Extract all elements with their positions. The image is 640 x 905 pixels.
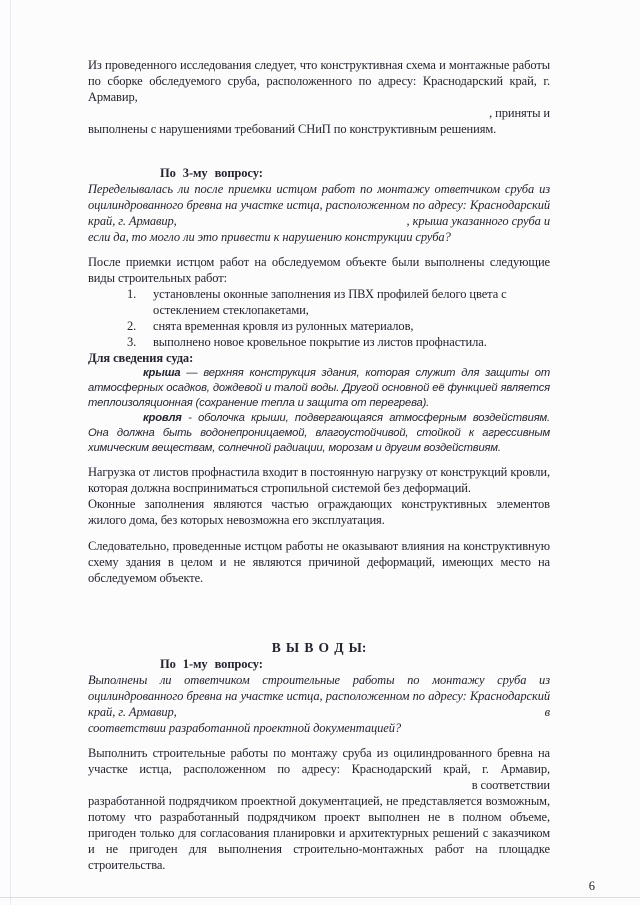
heading-question-3: [160, 165, 550, 181]
list-item-text: установлены оконные заполнения из ПВХ профилей белого цвета с остеклением стеклопакетами,: [153, 287, 507, 317]
text-line: выполнены с нарушениями требований СНиП по конструктивным решениям.: [88, 122, 497, 136]
list-item: [88, 318, 550, 334]
definition-roofing: [88, 411, 550, 456]
para-window-fillings: [88, 496, 550, 528]
para-profiled-sheet-load: [88, 464, 550, 496]
text-line: , приняты и: [489, 106, 550, 120]
text-line: Следовательно, проведенные истцом работы не оказывают влияния на конструктивную схему здания в целом и не являются причиной деформаций, имеющих место на обследуемом объекте.: [88, 539, 550, 585]
list-item-text: снята временная кровля из рулонных материалов,: [153, 319, 414, 333]
list-item: [88, 286, 550, 318]
text-segment: в: [544, 705, 550, 719]
text-line: соответствии разработанной проектной документацией?: [88, 721, 402, 735]
list-item-number: 3.: [127, 335, 137, 349]
text-line: Для сведения суда:: [88, 351, 194, 365]
text-line: Оконные заполнения являются частью ограждающих конструктивных элементов жилого дома, без которых невозможна его эксплуатация.: [88, 497, 550, 527]
heading-conclusions: [88, 640, 550, 656]
text-line: По 3-му вопросу:: [160, 166, 263, 180]
text-line: Выполнить строительные работы по монтажу сруба из оцилиндрованного бревна на участке истца, расположенном по адресу: Краснодарский край, г. Армавир,: [88, 746, 550, 776]
heading-question-1: [160, 656, 550, 672]
list-item: [88, 334, 550, 350]
text-line: После приемки истцом работ на обследуемом объекте были выполнены следующие виды строительных работ:: [88, 255, 550, 285]
para-consequently: [88, 538, 550, 586]
text-line: [88, 411, 550, 456]
page-number: 6: [588, 879, 595, 893]
text-segment: - оболочка крыши, подвергающаяся атмосферным воздействиям. Она должна быть водонепроницаемой, влагоустойчивой, стойкой к агрессивным химическим веществам, солнечной радиации, морозам и другим воздействиям.: [88, 412, 550, 454]
definition-roof: [88, 366, 550, 411]
question-1-text: [88, 672, 550, 736]
document-body: [88, 57, 550, 873]
text-segment: край, г. Армавир,: [88, 705, 177, 719]
text-line: Из проведенного исследования следует, что конструктивная схема и монтажные работы по сборке обследуемого сруба, расположенного по адресу: Краснодарский край, г. Армавир,: [88, 58, 550, 104]
text-line: В Ы В О Д Ы:: [271, 640, 367, 655]
text-segment: — верхняя конструкция здания, которая служит для защиты от атмосферных осадков, дождевой и талой воды. Другой основной её функцией является теплоизоляционная (сохранение тепла и защита от перегрева).: [88, 367, 550, 409]
text-line: в соответствии: [471, 778, 550, 792]
text-line: Переделывалась ли после приемки истцом работ по монтажу ответчиком сруба из оцилиндрованного бревна на участке истца, расположенном по адресу: Краснодарский: [88, 182, 550, 212]
para-research-conclusion: [88, 57, 550, 137]
text-line: [88, 704, 550, 720]
text-line: [88, 213, 550, 229]
text-segment: , крыша указанного сруба и: [406, 214, 550, 228]
term-text: кровля: [143, 412, 182, 424]
works-list: [88, 286, 550, 350]
text-line: По 1-му вопросу:: [160, 657, 263, 671]
text-line: Выполнены ли ответчиком строительные работы по монтажу сруба из оцилиндрованного бревна на участке истца, расположенном по адресу: Краснодарский: [88, 673, 550, 703]
text-line: если да, то могло ли это привести к нарушению конструкции сруба?: [88, 230, 451, 244]
para-works-after-acceptance: [88, 254, 550, 286]
para-answer-question-1: [88, 745, 550, 873]
term-text: крыша: [143, 367, 181, 379]
text-line: [88, 366, 550, 411]
heading-court-info: [88, 350, 550, 366]
list-item-text: выполнено новое кровельное покрытие из листов профнастила.: [153, 335, 487, 349]
list-item-number: 1.: [127, 287, 137, 301]
text-line: разработанной подрядчиком проектной документацией, не представляется возможным, потому что разработанный подрядчиком проект выполнен не в полном объеме, пригоден только для согласования планировки и архитектурных решений с заказчиком и не пригоден для выполнения строительно-монтажных работ на площадке строительства.: [88, 794, 550, 872]
question-3-text: [88, 181, 550, 245]
text-segment: край, г. Армавир,: [88, 214, 177, 228]
list-item-number: 2.: [127, 319, 137, 333]
text-line: Нагрузка от листов профнастила входит в постоянную нагрузку от конструкций кровли, которая должна восприниматься стропильной системой без деформаций.: [88, 465, 550, 495]
